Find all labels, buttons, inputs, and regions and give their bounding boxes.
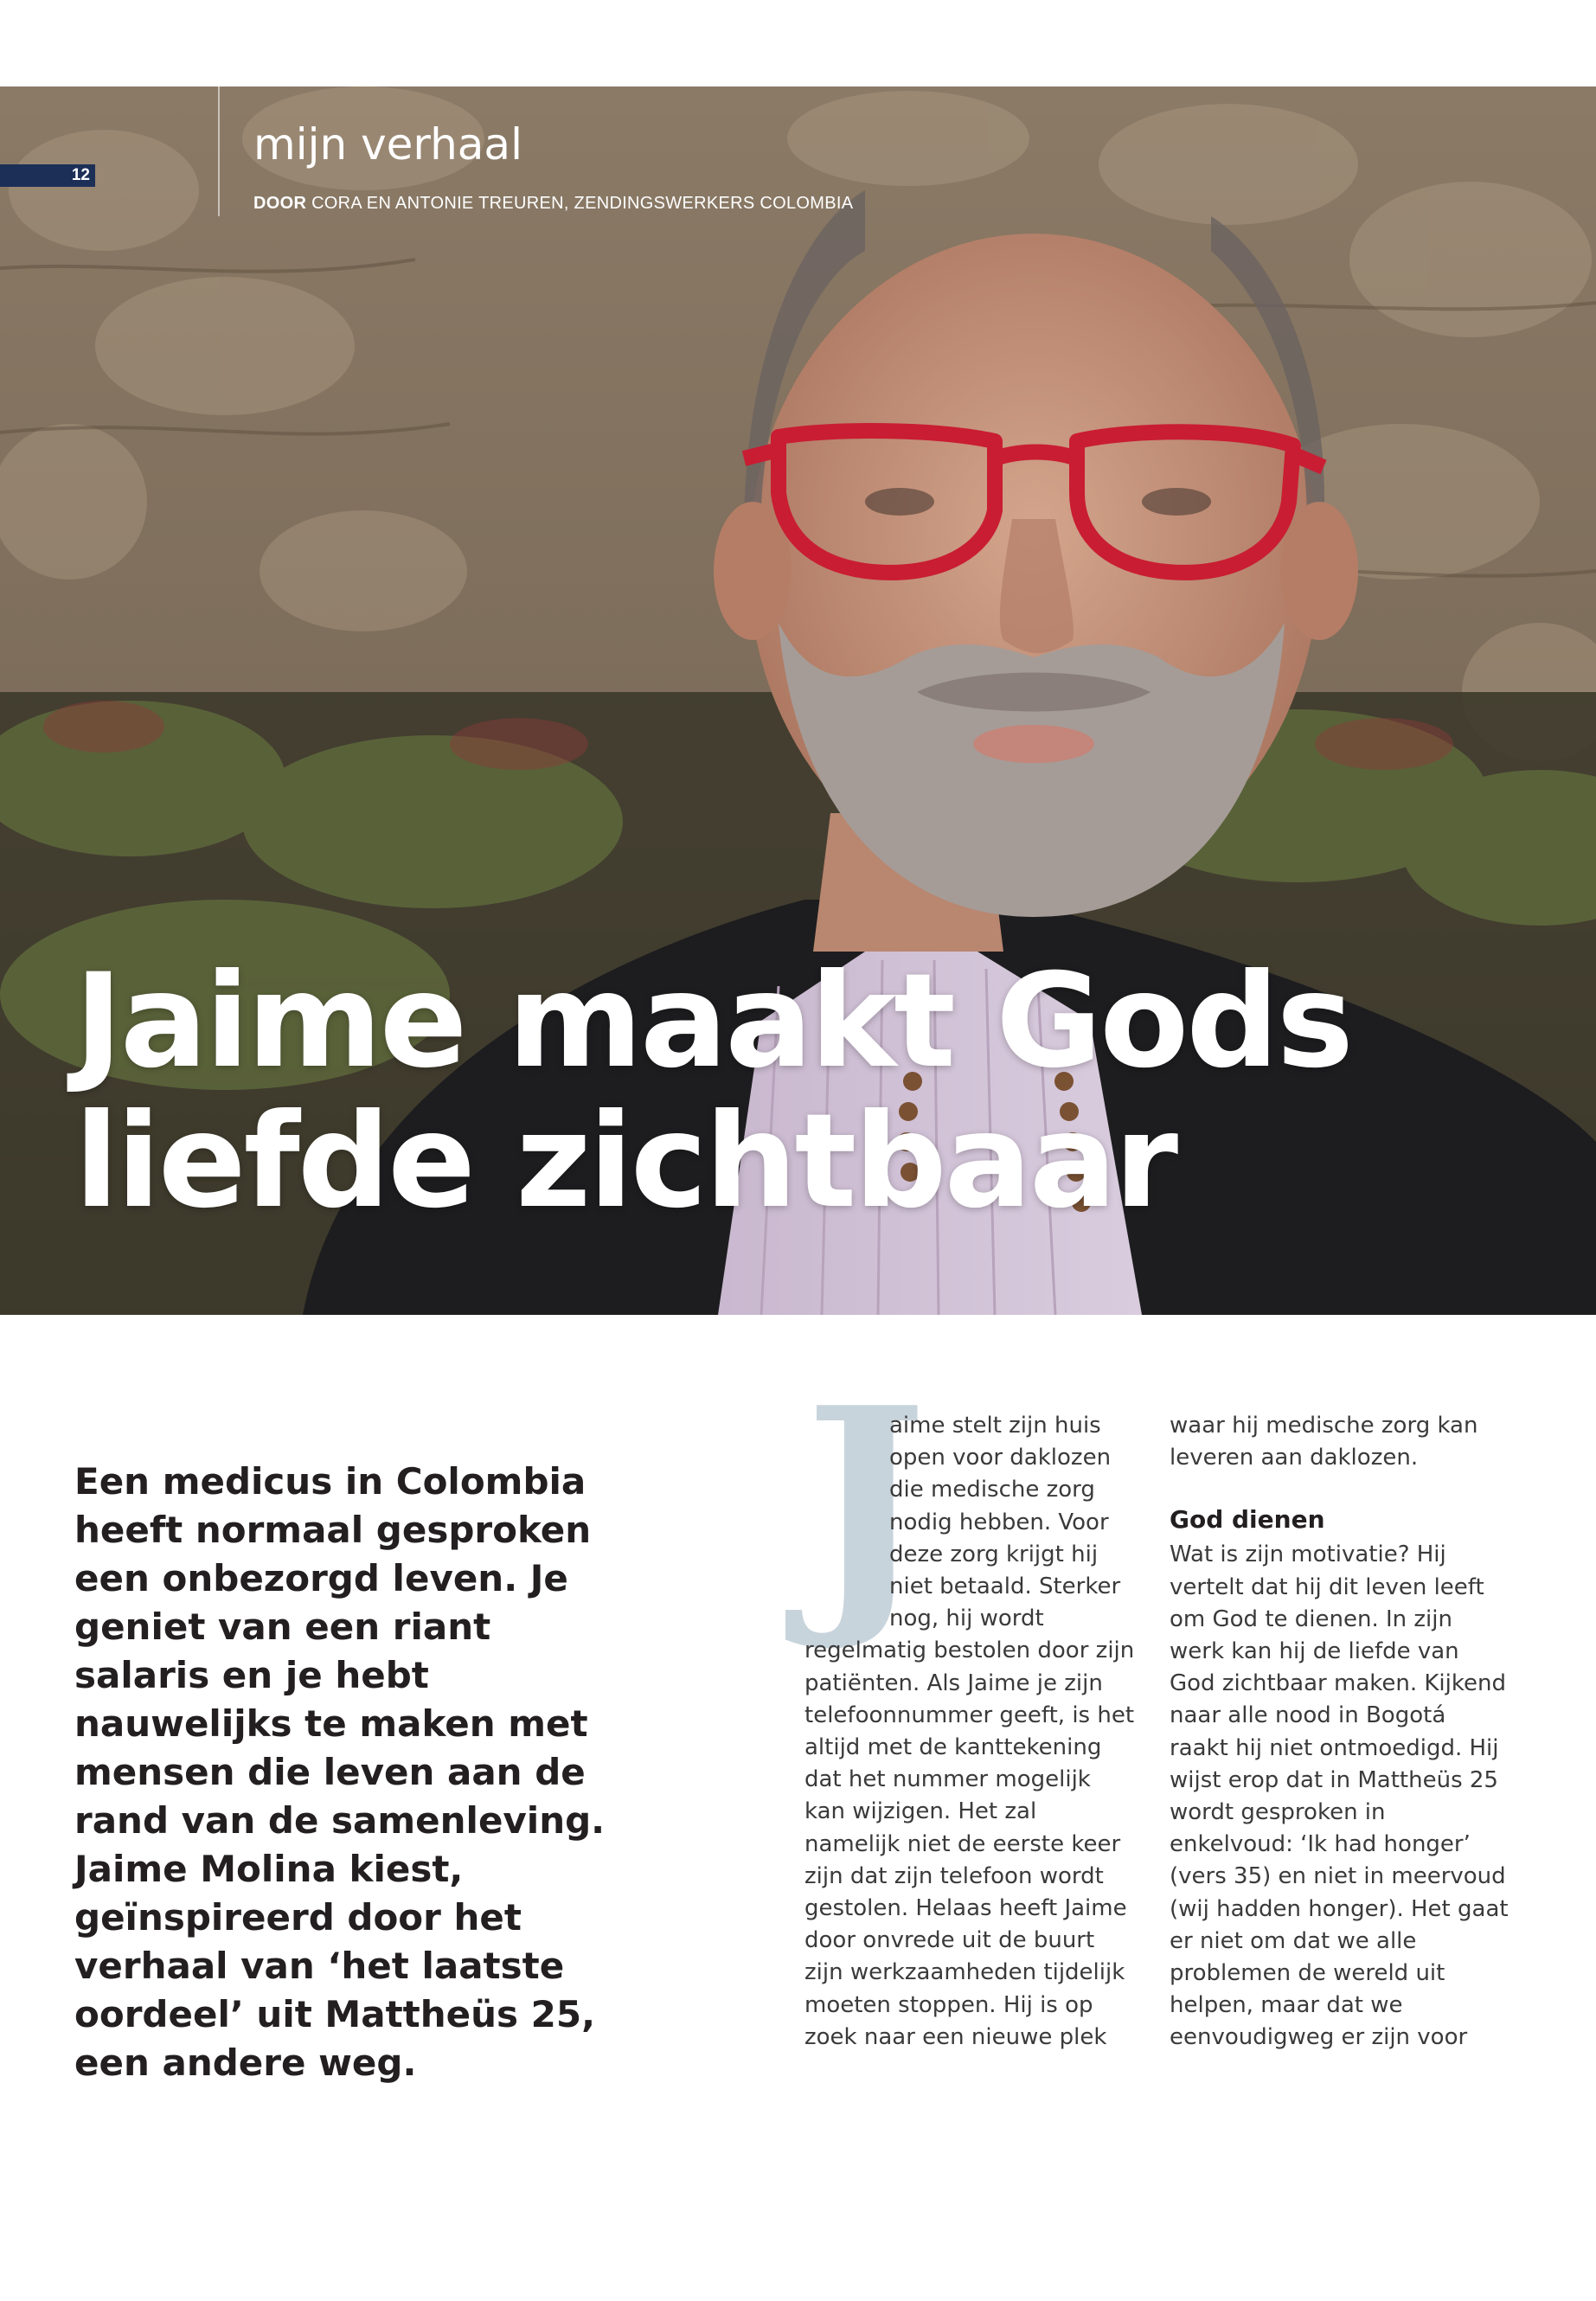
- article-column-2: [1170, 1410, 1511, 2054]
- article-paragraph-2: waar hij medische zorg kan leveren aan daklozen.: [1170, 1413, 1478, 1471]
- intro-paragraph: Een medicus in Colombia heeft normaal gesproken een onbezorgd leven. Je geniet van een riant salaris en je hebt nauwelijks te maken met mensen die leven aan de rand van de samenleving. Jaime Molina kiest, geïnspireerd door het verhaal van ‘het laatste oordeel’ uit Mattheüs 25, een andere weg.: [74, 1460, 606, 2084]
- article-column-1: [804, 1350, 1138, 2054]
- article-paragraph-1: aime stelt zijn huis open voor daklozen die medische zorg nodig hebben. Voor deze zorg krijgt hij niet betaald. Sterker nog, hij wordt regelmatig bestolen door zijn patiënten. Als Jaime je zijn telefoonnummer geeft, is het altijd met de kanttekening dat het nummer mogelijk kan wijzigen. Het zal namelijk niet de eerste keer zijn dat zijn telefoon wordt gestolen. Helaas heeft Jaime door onvrede uit de buurt zijn werkzaamheden tijdelijk moeten stoppen. Hij is op zoek naar een nieuwe plek: [804, 1413, 1135, 2050]
- header-divider: [218, 87, 220, 216]
- page-number: 12: [0, 164, 95, 187]
- byline-prefix: DOOR: [253, 194, 307, 213]
- headline-line-1: Jaime maakt Gods: [74, 946, 1351, 1097]
- headline-line-2: liefde zichtbaar: [74, 1086, 1176, 1237]
- byline-authors: CORA EN ANTONIE TREUREN, ZENDINGSWERKERS COLOMBIA: [311, 194, 854, 213]
- article-paragraph-3: Wat is zijn motivatie? Hij vertelt dat hij dit leven leeft om God te dienen. In zijn werk kan hij de liefde van God zichtbaar maken. Kijkend naar alle nood in Bogotá raakt hij niet ontmoedigd. Hij wijst erop dat in Mattheüs 25 wordt gesproken in enkelvoud: ‘Ik had honger’ (vers 35) en niet in meervoud (wij hadden honger). Het gaat er niet om dat we alle problemen de wereld uit helpen, maar dat we eenvoudigweg er zijn voor: [1170, 1541, 1509, 2051]
- drop-cap: J: [804, 1350, 927, 1656]
- headline: [74, 946, 1458, 1237]
- subheading: God dienen: [1170, 1505, 1325, 1535]
- byline: [253, 194, 853, 214]
- section-label: mijn verhaal: [253, 119, 522, 170]
